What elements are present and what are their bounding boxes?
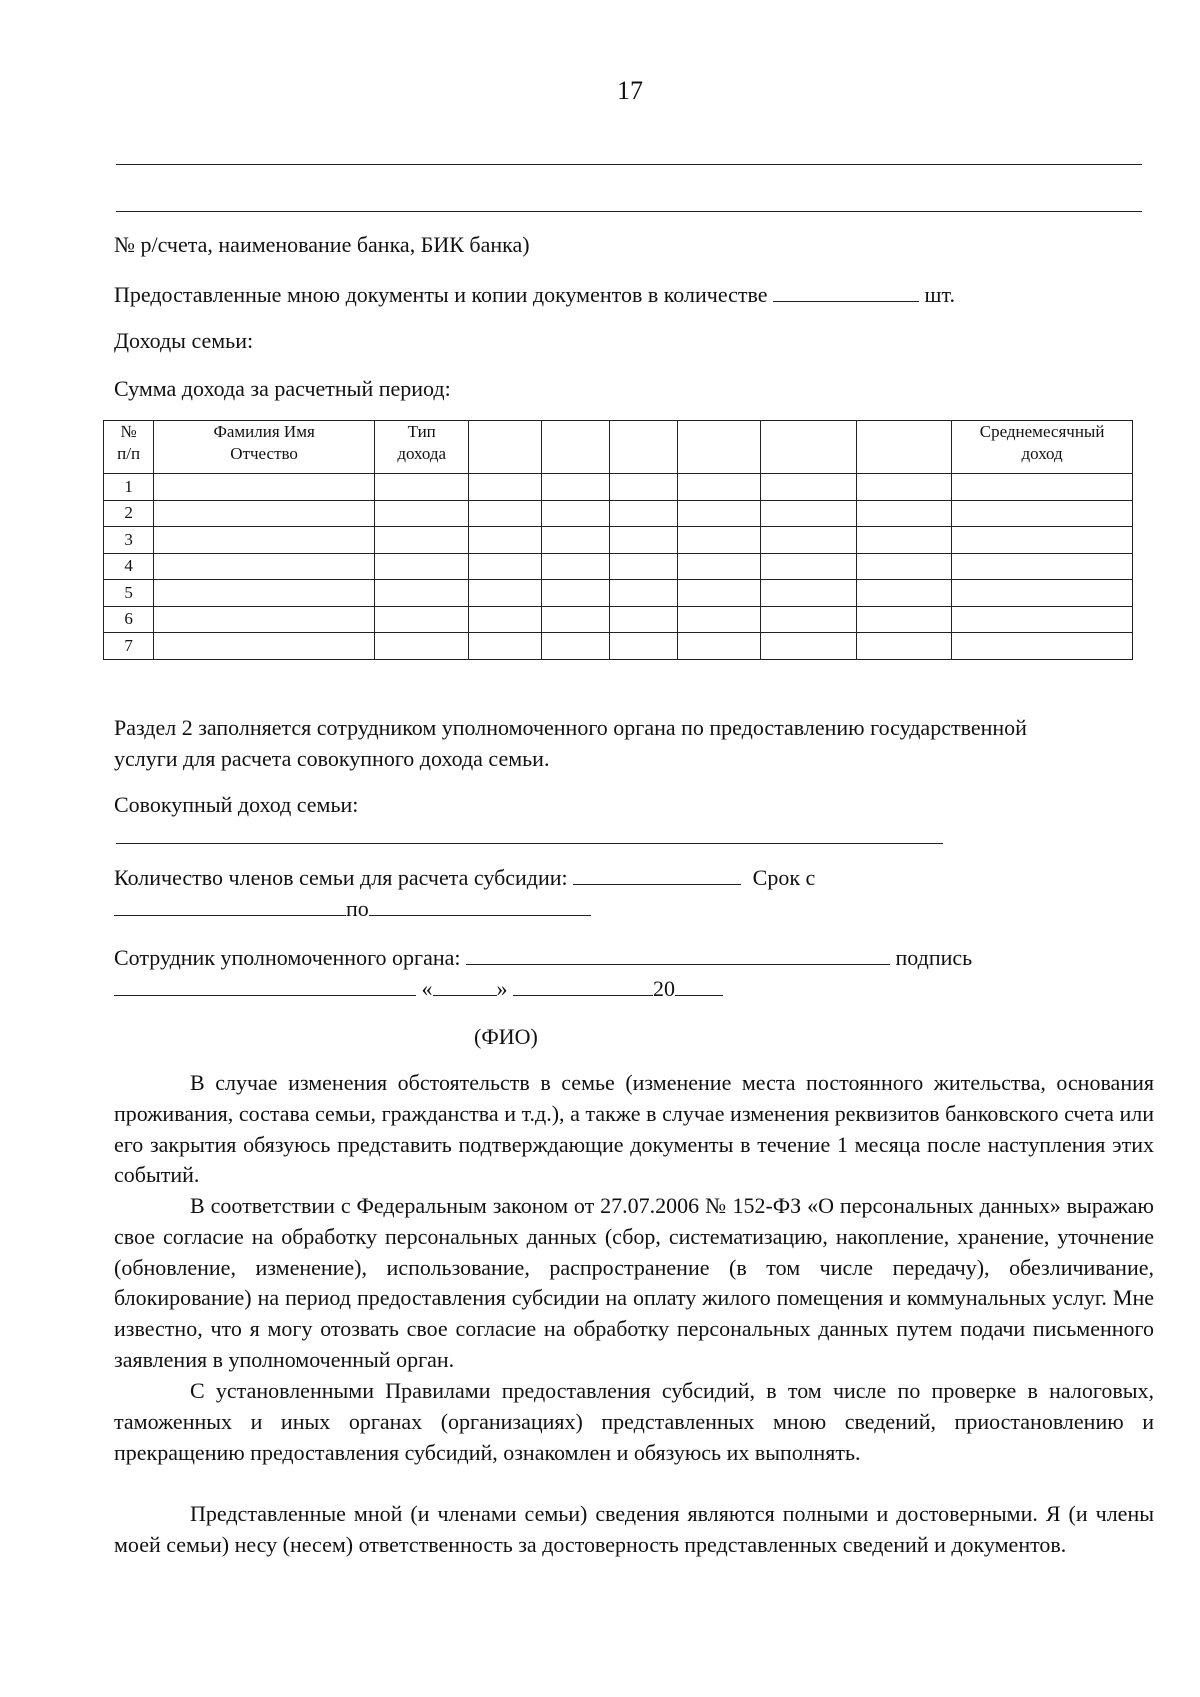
header-blank-4 (678, 421, 761, 474)
table-input-cell[interactable] (609, 527, 677, 554)
table-input-cell[interactable] (609, 500, 677, 527)
table-input-cell[interactable] (469, 580, 541, 607)
table-input-cell[interactable] (678, 474, 761, 501)
row-number-cell: 2 (104, 500, 154, 527)
page-number: 17 (617, 76, 643, 105)
year-prefix: 20 (653, 976, 675, 1001)
table-input-cell[interactable] (469, 633, 541, 660)
section2-line-2: услуги для расчета совокупного дохода семьи. (114, 746, 550, 771)
row-number-cell: 5 (104, 580, 154, 607)
table-input-cell[interactable] (469, 500, 541, 527)
header-blank-5 (761, 421, 856, 474)
row-number-cell: 7 (104, 633, 154, 660)
table-input-cell[interactable] (154, 527, 375, 554)
table-input-cell[interactable] (609, 606, 677, 633)
table-input-cell[interactable] (541, 553, 609, 580)
table-row (104, 580, 1133, 607)
table-input-cell[interactable] (154, 500, 375, 527)
income-table (103, 420, 1133, 660)
table-input-cell[interactable] (541, 500, 609, 527)
quote-close: » (496, 976, 508, 1001)
table-input-cell[interactable] (856, 553, 951, 580)
header-number: № п/п (104, 421, 154, 474)
header-blank-6 (856, 421, 951, 474)
table-input-cell[interactable] (952, 580, 1133, 607)
table-input-cell[interactable] (541, 580, 609, 607)
header-income-type: Тип дохода (375, 421, 469, 474)
row-number-cell: 3 (104, 527, 154, 554)
table-row (104, 606, 1133, 633)
table-input-cell[interactable] (761, 633, 856, 660)
table-input-cell[interactable] (678, 580, 761, 607)
row-number-cell: 4 (104, 553, 154, 580)
table-row (104, 527, 1133, 554)
bank-details-line-2[interactable] (116, 211, 1142, 212)
table-input-cell[interactable] (541, 633, 609, 660)
table-input-cell[interactable] (609, 474, 677, 501)
table-input-cell[interactable] (678, 500, 761, 527)
table-input-cell[interactable] (375, 474, 469, 501)
table-input-cell[interactable] (952, 527, 1133, 554)
table-input-cell[interactable] (375, 527, 469, 554)
employee-signature-field[interactable] (466, 942, 890, 965)
table-input-cell[interactable] (154, 633, 375, 660)
table-input-cell[interactable] (375, 553, 469, 580)
table-input-cell[interactable] (952, 606, 1133, 633)
table-input-cell[interactable] (609, 633, 677, 660)
table-input-cell[interactable] (856, 606, 951, 633)
table-input-cell[interactable] (678, 606, 761, 633)
fio-caption: (ФИО) (474, 1024, 538, 1049)
income-sum-label: Сумма дохода за расчетный период: (114, 376, 451, 401)
table-input-cell[interactable] (375, 606, 469, 633)
table-input-cell[interactable] (541, 606, 609, 633)
table-input-cell[interactable] (952, 474, 1133, 501)
table-input-cell[interactable] (856, 474, 951, 501)
table-input-cell[interactable] (761, 500, 856, 527)
row-number-cell: 1 (104, 474, 154, 501)
term-from-field[interactable] (114, 893, 346, 916)
members-count-label: Количество членов семьи для расчета субсидии: (114, 865, 568, 890)
income-table-header-row (104, 421, 1133, 474)
members-count-field[interactable] (573, 862, 741, 885)
table-input-cell[interactable] (761, 606, 856, 633)
table-input-cell[interactable] (856, 580, 951, 607)
table-input-cell[interactable] (761, 553, 856, 580)
bank-details-line-1[interactable] (116, 164, 1142, 165)
table-input-cell[interactable] (469, 527, 541, 554)
family-income-label: Доходы семьи: (114, 328, 254, 353)
table-input-cell[interactable] (469, 553, 541, 580)
table-input-cell[interactable] (761, 580, 856, 607)
table-row (104, 553, 1133, 580)
employee-label: Сотрудник уполномоченного органа: (114, 945, 461, 970)
table-input-cell[interactable] (469, 474, 541, 501)
table-input-cell[interactable] (678, 527, 761, 554)
term-to-field[interactable] (369, 893, 591, 916)
paragraph-accuracy-statement: Представленные мной (и членами семьи) сведения являются полными и достоверными. Я (и члены моей семьи) несу (несем) ответственность за достоверность представленных сведений и документов. (114, 1501, 1154, 1557)
term-to-label: по (346, 896, 369, 921)
table-input-cell[interactable] (856, 633, 951, 660)
signature-label: подпись (895, 945, 973, 970)
header-blank-2 (541, 421, 609, 474)
table-row (104, 500, 1133, 527)
day-field[interactable] (433, 973, 497, 996)
header-blank-1 (469, 421, 541, 474)
total-income-label: Совокупный доход семьи: (114, 792, 359, 817)
quote-open: « (421, 976, 433, 1001)
table-input-cell[interactable] (541, 527, 609, 554)
documents-count-unit: шт. (924, 282, 955, 307)
table-input-cell[interactable] (375, 580, 469, 607)
documents-count-label: Предоставленные мною документы и копии документов в количестве (114, 282, 768, 307)
table-input-cell[interactable] (154, 474, 375, 501)
table-input-cell[interactable] (154, 606, 375, 633)
term-line (114, 893, 591, 924)
header-blank-3 (609, 421, 677, 474)
paragraph-personal-data-consent: В соответствии с Федеральным законом от 27.07.2006 № 152-ФЗ «О персональных данных» выражаю свое согласие на обработку персональных данных (сбор, систематизацию, накопление, хранение, уточнение (обновление, изменение), использование, распространение (в том числе передачу), обезличивание, блокирование) на период предоставления субсидии на оплату жилого помещения и коммунальных услуг. Мне известно, что я могу отозвать свое согласие на обработку персональных данных путем подачи письменного заявления в уполномоченный орган. (114, 1193, 1154, 1372)
total-income-field[interactable] (116, 843, 943, 844)
table-input-cell[interactable] (678, 633, 761, 660)
table-row (104, 633, 1133, 660)
table-input-cell[interactable] (952, 553, 1133, 580)
bank-details-caption: № р/счета, наименование банка, БИК банка) (114, 232, 530, 257)
table-input-cell[interactable] (952, 500, 1133, 527)
paragraph-rules-acknowledgement: С установленными Правилами предоставления субсидий, в том числе по проверке в налоговых, таможенных и иных органах (организациях) представленных мною сведений, приостановлению и прекращению предоставления субсидий, ознакомлен и обязуюсь их выполнять. (114, 1378, 1154, 1465)
table-input-cell[interactable] (678, 553, 761, 580)
table-input-cell[interactable] (609, 553, 677, 580)
documents-count-line (114, 279, 955, 310)
table-input-cell[interactable] (856, 500, 951, 527)
date-line (114, 973, 723, 1004)
employee-name-field[interactable] (114, 973, 416, 996)
members-count-line (114, 862, 815, 893)
table-input-cell[interactable] (375, 500, 469, 527)
month-field[interactable] (513, 973, 653, 996)
year-field[interactable] (675, 973, 723, 996)
section2-line-1: Раздел 2 заполняется сотрудником уполномоченного органа по предоставлению государственной (114, 715, 1027, 740)
table-input-cell[interactable] (761, 474, 856, 501)
paragraph-changes-notice: В случае изменения обстоятельств в семье (изменение места постоянного жительства, основания проживания, состава семьи, гражданства и т.д.), а также в случае изменения реквизитов банковского счета или его закрытия обязуюсь представить подтверждающие документы в течение 1 месяца после наступления этих событий. (114, 1070, 1154, 1188)
table-input-cell[interactable] (541, 474, 609, 501)
table-input-cell[interactable] (154, 553, 375, 580)
header-average-monthly-income: Среднемесячный доход (952, 421, 1133, 474)
table-input-cell[interactable] (154, 580, 375, 607)
table-row (104, 474, 1133, 501)
employee-line (114, 942, 972, 973)
table-input-cell[interactable] (761, 527, 856, 554)
table-input-cell[interactable] (952, 633, 1133, 660)
table-input-cell[interactable] (609, 580, 677, 607)
row-number-cell: 6 (104, 606, 154, 633)
table-input-cell[interactable] (375, 633, 469, 660)
table-input-cell[interactable] (469, 606, 541, 633)
table-input-cell[interactable] (856, 527, 951, 554)
term-from-label: Срок с (752, 865, 816, 890)
documents-count-field[interactable] (773, 279, 919, 302)
header-full-name: Фамилия Имя Отчество (154, 421, 375, 474)
